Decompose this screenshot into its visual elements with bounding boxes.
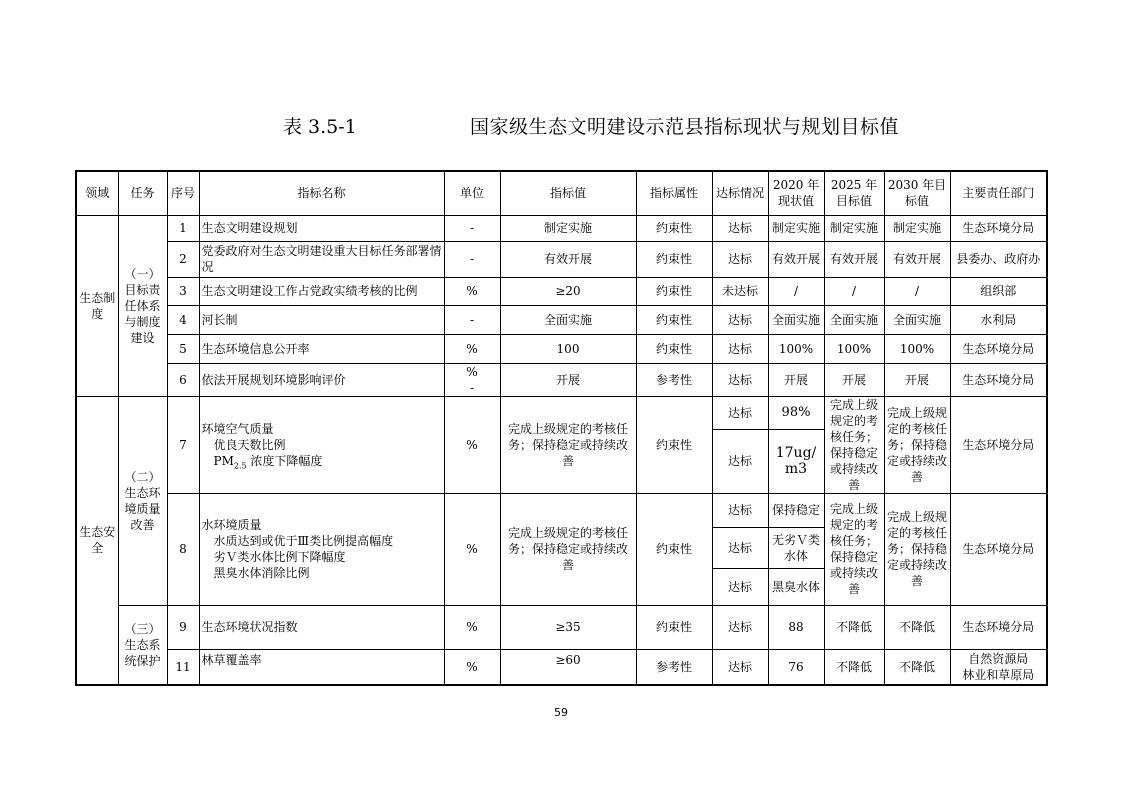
value-cell: 完成上级规定的考核任务；保持稳定或持续改善	[500, 493, 636, 605]
y2025-cell: /	[824, 277, 884, 305]
dept-line: 林业和草原局	[962, 667, 1035, 682]
seq-cell: 7	[167, 396, 199, 493]
y2025-cell: 完成上级规定的考核任务；保持稳定或持续改善	[824, 396, 884, 493]
table-row	[76, 396, 1047, 430]
unit-cell: %	[444, 396, 500, 493]
seq-cell: 1	[167, 215, 199, 241]
name-line: 水环境质量	[201, 518, 262, 532]
status-cell: 达标	[712, 334, 768, 363]
name-cell: 河长制	[199, 305, 444, 334]
dept-cell: 生态环境分局	[950, 396, 1047, 493]
y2020-cell: 17ug/m3	[768, 430, 824, 493]
attr-cell: 约束性	[636, 305, 712, 334]
seq-cell: 3	[167, 277, 199, 305]
header-domain: 领域	[76, 171, 118, 215]
name-cell: 生态环境信息公开率	[199, 334, 444, 363]
y2030-cell: 100%	[884, 334, 950, 363]
seq-cell: 8	[167, 493, 199, 605]
table-row	[76, 334, 1047, 363]
name-cell: 林草覆盖率	[199, 649, 444, 685]
header-2025: 2025 年目标值	[824, 171, 884, 215]
attr-cell: 约束性	[636, 277, 712, 305]
header-2020: 2020 年现状值	[768, 171, 824, 215]
y2025-cell: 100%	[824, 334, 884, 363]
y2025-cell: 不降低	[824, 649, 884, 685]
attr-cell: 约束性	[636, 334, 712, 363]
name-cell	[199, 396, 444, 493]
y2020-cell: 76	[768, 649, 824, 685]
unit-cell: %	[444, 493, 500, 605]
dept-cell: 生态环境分局	[950, 605, 1047, 649]
table-row	[76, 241, 1047, 277]
indicator-table	[75, 170, 1048, 686]
unit-cell: -	[444, 215, 500, 241]
seq-cell: 5	[167, 334, 199, 363]
y2030-cell: 开展	[884, 363, 950, 396]
unit-cell	[444, 363, 500, 396]
name-cell: 生态文明建设规划	[199, 215, 444, 241]
page-number: 59	[554, 706, 568, 719]
task-cell: （二）生态环境质量改善	[118, 396, 167, 605]
y2020-cell: 100%	[768, 334, 824, 363]
attr-cell: 约束性	[636, 215, 712, 241]
seq-cell: 9	[167, 605, 199, 649]
dept-cell: 组织部	[950, 277, 1047, 305]
header-dept: 主要责任部门	[950, 171, 1047, 215]
y2030-cell: 不降低	[884, 649, 950, 685]
name-cell: 党委政府对生态文明建设重大目标任务部署情况	[199, 241, 444, 277]
header-seq: 序号	[167, 171, 199, 215]
task-cell: （一）目标责任体系与制度建设	[118, 215, 167, 396]
dept-line: 自然资源局	[968, 651, 1029, 666]
table-row	[76, 649, 1047, 685]
y2025-cell: 不降低	[824, 605, 884, 649]
name-line: 水质达到或优于Ⅲ类比例提高幅度	[213, 534, 394, 548]
dept-cell: 水利局	[950, 305, 1047, 334]
y2025-cell: 有效开展	[824, 241, 884, 277]
status-cell: 未达标	[712, 277, 768, 305]
header-row	[76, 171, 1047, 215]
table-row	[76, 277, 1047, 305]
attr-cell: 约束性	[636, 241, 712, 277]
name-cell	[199, 493, 444, 605]
status-cell: 达标	[712, 493, 768, 527]
unit-cell: %	[444, 334, 500, 363]
status-cell: 达标	[712, 527, 768, 568]
status-cell: 达标	[712, 305, 768, 334]
pm-suffix: 浓度下降幅度	[246, 453, 323, 468]
table-row	[76, 215, 1047, 241]
status-cell: 达标	[712, 363, 768, 396]
table-row	[76, 305, 1047, 334]
table-row	[76, 605, 1047, 649]
header-status: 达标情况	[712, 171, 768, 215]
y2020-cell: 无劣Ｖ类水体	[768, 527, 824, 568]
unit-cell: -	[444, 305, 500, 334]
domain-cell: 生态安全	[76, 396, 118, 685]
value-cell: 完成上级规定的考核任务；保持稳定或持续改善	[500, 396, 636, 493]
attr-cell: 约束性	[636, 493, 712, 605]
y2020-cell: 98%	[768, 396, 824, 430]
y2025-cell: 制定实施	[824, 215, 884, 241]
value-cell: 有效开展	[500, 241, 636, 277]
name-line: 优良天数比例	[213, 437, 286, 452]
name-line: 劣Ｖ类水体比例下降幅度	[213, 550, 346, 564]
dept-cell: 生态环境分局	[950, 334, 1047, 363]
header-name: 指标名称	[199, 171, 444, 215]
dept-cell: 生态环境分局	[950, 493, 1047, 605]
y2030-cell: 制定实施	[884, 215, 950, 241]
table-title: 国家级生态文明建设示范县指标现状与规划目标值	[470, 116, 900, 138]
y2020-cell: 88	[768, 605, 824, 649]
dept-cell	[950, 649, 1047, 685]
domain-cell: 生态制度	[76, 215, 118, 396]
status-cell: 达标	[712, 215, 768, 241]
table-number: 表 3.5-1	[283, 116, 357, 138]
unit-cell: %	[444, 649, 500, 685]
y2030-cell: 全面实施	[884, 305, 950, 334]
value-cell: ≥60	[500, 649, 636, 685]
header-attr: 指标属性	[636, 171, 712, 215]
header-unit: 单位	[444, 171, 500, 215]
name-cell: 生态文明建设工作占党政实绩考核的比例	[199, 277, 444, 305]
y2020-cell: 黑臭水体	[768, 568, 824, 605]
y2020-cell: 有效开展	[768, 241, 824, 277]
status-cell: 达标	[712, 241, 768, 277]
y2030-cell: /	[884, 277, 950, 305]
y2025-cell: 开展	[824, 363, 884, 396]
name-line: 环境空气质量	[201, 421, 274, 436]
attr-cell: 约束性	[636, 396, 712, 493]
unit-cell: %	[444, 605, 500, 649]
status-cell: 达标	[712, 649, 768, 685]
table-row	[76, 363, 1047, 396]
task-cell: （三）生态系统保护	[118, 605, 167, 685]
table-caption	[0, 112, 1122, 142]
unit-line: %	[466, 364, 478, 379]
attr-cell: 约束性	[636, 605, 712, 649]
unit-cell: %	[444, 277, 500, 305]
y2030-cell: 有效开展	[884, 241, 950, 277]
header-task: 任务	[118, 171, 167, 215]
name-line: 黑臭水体消除比例	[213, 566, 310, 580]
header-2030: 2030 年目标值	[884, 171, 950, 215]
header-value: 指标值	[500, 171, 636, 215]
y2025-cell: 完成上级规定的考核任务；保持稳定或持续改善	[824, 493, 884, 605]
y2030-cell: 不降低	[884, 605, 950, 649]
name-cell: 生态环境状况指数	[199, 605, 444, 649]
seq-cell: 2	[167, 241, 199, 277]
value-cell: 制定实施	[500, 215, 636, 241]
y2020-cell: /	[768, 277, 824, 305]
status-cell: 达标	[712, 605, 768, 649]
value-cell: 100	[500, 334, 636, 363]
y2020-cell: 保持稳定	[768, 493, 824, 527]
y2030-cell: 完成上级规定的考核任务；保持稳定或持续改善	[884, 493, 950, 605]
value-cell: ≥35	[500, 605, 636, 649]
y2020-cell: 开展	[768, 363, 824, 396]
value-cell: 全面实施	[500, 305, 636, 334]
name-line	[202, 453, 442, 469]
dept-cell: 县委办、政府办	[950, 241, 1047, 277]
name-cell: 依法开展规划环境影响评价	[199, 363, 444, 396]
y2030-cell: 完成上级规定的考核任务；保持稳定或持续改善	[884, 396, 950, 493]
y2020-cell: 全面实施	[768, 305, 824, 334]
status-cell: 达标	[712, 396, 768, 430]
attr-cell: 参考性	[636, 363, 712, 396]
pm-label: PM	[213, 453, 234, 468]
pm-subscript: 2.5	[233, 460, 247, 470]
status-cell: 达标	[712, 430, 768, 493]
value-cell: 开展	[500, 363, 636, 396]
status-cell: 达标	[712, 568, 768, 605]
dept-cell: 生态环境分局	[950, 215, 1047, 241]
value-cell: ≥20	[500, 277, 636, 305]
seq-cell: 11	[167, 649, 199, 685]
unit-cell: -	[444, 241, 500, 277]
dept-cell: 生态环境分局	[950, 363, 1047, 396]
seq-cell: 6	[167, 363, 199, 396]
unit-line: -	[469, 380, 475, 395]
table-row	[76, 493, 1047, 527]
y2025-cell: 全面实施	[824, 305, 884, 334]
attr-cell: 参考性	[636, 649, 712, 685]
seq-cell: 4	[167, 305, 199, 334]
y2020-cell: 制定实施	[768, 215, 824, 241]
